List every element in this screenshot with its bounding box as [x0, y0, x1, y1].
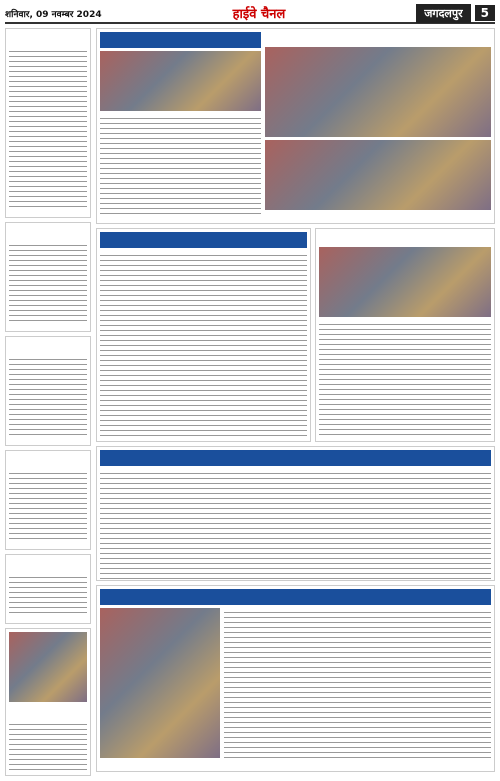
- left-story-3-headline: [9, 340, 87, 352]
- bottom-story-headline: [100, 589, 491, 605]
- right-story-photo: [319, 247, 491, 317]
- left-story-1: [5, 28, 91, 218]
- bottom-story-body: [224, 608, 491, 758]
- lower-story-body: [100, 469, 491, 579]
- left-story-2-headline: [9, 226, 87, 238]
- mid-story-headline: [100, 232, 307, 248]
- left-story-1-body: [9, 47, 87, 207]
- lower-story-headline: [100, 450, 491, 466]
- left-story-1-headline: [9, 32, 87, 44]
- main-area: [96, 28, 495, 776]
- left-story-5-body: [9, 573, 87, 613]
- middle-row: [96, 228, 495, 442]
- left-story-6-photo: [9, 632, 87, 702]
- left-story-3: [5, 336, 91, 446]
- top-story: [96, 28, 495, 224]
- left-story-4-headline: [9, 454, 87, 466]
- left-story-5: [5, 554, 91, 624]
- left-story-6-headline: [9, 705, 87, 717]
- issue-date: शनिवार, 09 नवम्बर 2024: [5, 9, 102, 20]
- right-story: [315, 228, 495, 442]
- top-story-headline-red: [265, 32, 491, 44]
- left-story-6-body: [9, 720, 87, 770]
- left-story-4: [5, 450, 91, 550]
- left-story-2: [5, 222, 91, 332]
- edition-city: जगदलपुर: [416, 4, 470, 23]
- right-story-headline: [319, 232, 491, 244]
- left-story-3-body: [9, 355, 87, 435]
- top-story-headline-blue: [100, 32, 261, 48]
- top-story-body: [100, 114, 261, 214]
- bottom-story-photo: [100, 608, 220, 758]
- mid-story: [96, 228, 311, 442]
- masthead: [5, 4, 495, 24]
- mid-story-body: [100, 251, 307, 436]
- left-story-5-headline: [9, 558, 87, 570]
- left-story-2-body: [9, 241, 87, 321]
- top-story-photo-3: [265, 140, 491, 210]
- lower-story: [96, 446, 495, 581]
- left-column: [5, 28, 91, 776]
- paper-name: हाईवे चैनल: [232, 7, 286, 22]
- page-body: [5, 28, 495, 776]
- right-story-body: [319, 320, 491, 435]
- left-story-6: [5, 628, 91, 776]
- masthead-right: [416, 4, 495, 23]
- top-story-photo-1: [100, 51, 261, 111]
- top-story-photo-2: [265, 47, 491, 137]
- page-number: 5: [475, 5, 495, 21]
- bottom-story: [96, 585, 495, 772]
- left-story-4-body: [9, 469, 87, 539]
